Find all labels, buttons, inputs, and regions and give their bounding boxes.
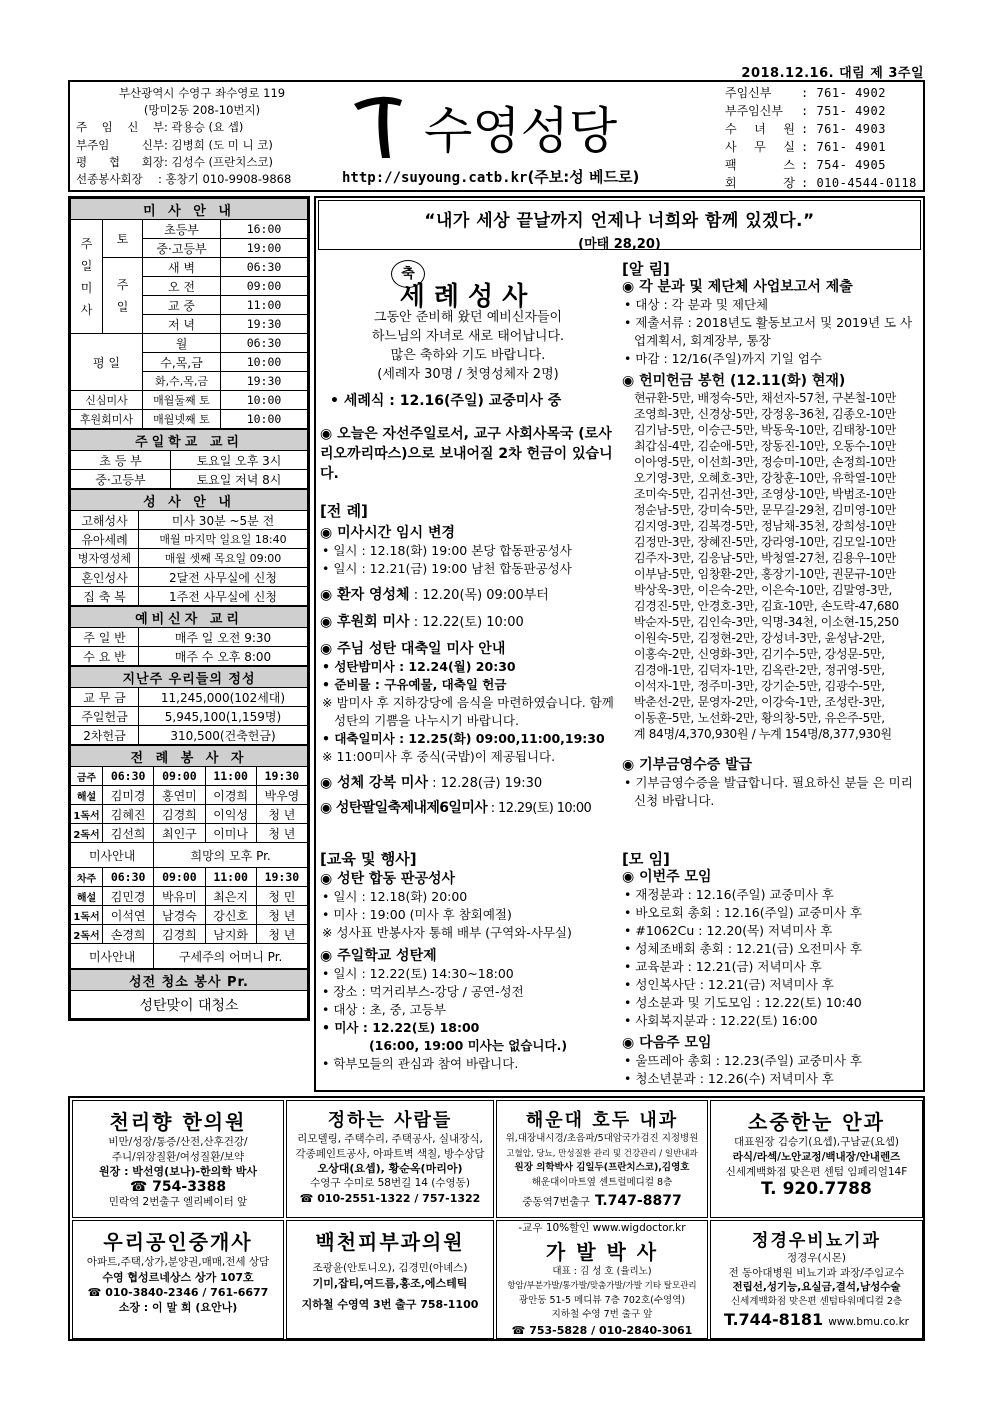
liturgy-servers-table: 전 례 봉 사 자 금주 06:30 09:00 11:00 19:30 해설 김미경 홍연미 이경희 박우영 1독서 김혜진 김경희 이익성 청 년 2독서 김선희 최인구 이미나 청 년 미사안내 희망의 모후 Pr. 차주 06:30 09:00 11:00 19:30 해설 김민경 박유미 최은지 청 민 1독서 이석연 남경숙 강신호 청 년 2독서 손경희 김경희 남지화 청 년 미사안내 구세주의 어머니 Pr. [70,745,308,969]
donor-list: 현규환-5만, 배정숙-5만, 채선자-57천, 구본철-10만 조영희-3만, 신경상-5만, 강정옹-36천, 김종오-10만 김기남-5만, 이승근-5만, 박동욱-10만, 김태창-10만 최갑심-4만, 김순애-5만, 장동진-10만, 오동수-10만 이아영-5만, 이선희-3만, 정승미-10만, 손정희-10만 오기영-3만, 오혜호-3만, 강창훈-10만, 유학열-10만 조미숙-5만, 김귀선-3만, 조영상-10만, 박범조-10만 정순남-5만, 강미숙-5만, 문무길-29천, 김미영-10만 김지영-3만, 김복경-5만, 정남채-35천, 강희성-10만 김정만-3만, 장혜진-5만, 강라영-10만, 김모일-10만 김주자-3만, 김응남-5만, 박청열-27천, 김용우-10만 이부남-5만, 임창환-2만, 홍장기-10만, 권문규-10만 박상욱-3만, 이은숙-2만, 이은숙-10만, 김말영-3만, 김경진-5만, 안경호-3만, 김효-10만, 손도락-47,680 박순자-5만, 김인숙-3만, 익명-34천, 이소현-15,250 이원숙-5만, 김정현-2만, 강성녀-3만, 윤성남-2만, 이홍숙-2만, 신영화-3만, 김기수-5만, 강성문-5만, 김경애-1만, 김덕자-1만, 김옥란-2만, 정귀영-5만, 이석자-1만, 정주미-3만, 강기순-5만, 김광수-5만, 박춘선-2만, 문영자-2만, 이강숙-1만, 조성란-3만, 이동훈-5만, 노선화-2만, 황의창-5만, 유은주-5만, 계 84명/4,370,930원 / 누계 154명/8,377,930원 [634,390,922,742]
contact-row: 사 무 실 : 761- 4901 [725,140,886,154]
schedule-column [68,196,310,1021]
address-line1: 부산광역시 수영구 좌수영로 119 [118,86,286,100]
left-notices: 축 세례성사 그동안 준비해 왔던 예비신자들이 하느님의 자녀로 새로 태어납니다. 많은 축하와 기도 바랍니다. (세례자 30명 / 첫영성체자 2명) • 세례식 : 12.16(주일) 교중미사 중 ◉ 오늘은 자선주일로서, 교구 사회사목국 (로사리오까리따스)으로 보내어질 2차 헌금이 있습니다. [전 례] ◉ 미사시간 임시 변경 • 일시 : 12.18(화) 19:00 본당 합동판공성사 • 일시 : 12.21(금) 19:00 남천 합동판공성사 ◉ 환자 영성체 : 12.20(목) 09:00부터 ◉ 후원회 미사 : 12.22(토) 10:00 ◉ 주님 성탄 대축일 미사 안내 • 성탄밤미사 : 12.24(월) 20:30 • 준비물 : 구유예물, 대축일 헌금 ※ 밤미사 후 지하강당에 음식을 마련하였습니다. 함께 성탄의 기쁨을 나누시기 바랍니다. • 대축일미사 : 12.25(화) 09:00,11:00,19:30 ※ 11:00미사 후 중식(국밥)이 제공됩니다. ◉ 성체 강복 미사 : 12.28(금) 19:30 ◉ 성탄팔일축제내제6일미사 : 12.29(토) 10:00 [320,260,616,818]
ad-dermatology[interactable]: 백천피부과의원 조광윤(안토니오), 김경민(아녜스) 기미,잡티,여드름,홍조,에스테틱 지하철 수영역 3번 출구 758-1100 [286,1220,494,1339]
meetings: [모 임] ◉ 이번주 모임 • 재정분과 : 12.16(주일) 교중미사 후 • 바오로회 총회 : 12.16(주일) 교중미사 후 • #1062Cu : 12.20(목) 저녁미사 후 • 성체조배회 총회 : 12.21(금) 오전미사 후 • 교육분과 : 12.21(금) 저녁미사 후 • 성인복사단 : 12.21(금) 저녁미사 후 • 성소분과 및 기도모임 : 12.22(토) 10:40 • 사회복지분과 : 12.22(토) 16:00 ◉ 다음주 모임 • 울뜨레아 총회 : 12.23(주일) 교중미사 후 • 청소년분과 : 12.26(수) 저녁미사 후 [622,850,862,1086]
contact-row: 팩 스 : 754- 4905 [725,158,886,172]
contact-row: 회 장 : 010-4544-0118 [725,176,917,190]
notices-column [314,196,925,1092]
scripture-quote [318,200,921,250]
donation-total: 계 84명/4,370,930원 / 누계 154명/8,377,930원 [634,727,892,741]
quote-reference: (마태 28,20) [578,237,661,252]
staff-row: 평 협 회장 : 김성수 (프란치스코) [76,154,274,169]
ad-eye-clinic[interactable]: 소중한눈 안과 대표원장 김승기(요셉),구남균(요셉) 라식/라섹/노안교정/백내장/안내렌즈 신세계백화점 맞은편 센텀 임페리얼14F T. 920.7788 [710,1100,923,1218]
staff-row: 선종봉사회장 : 홍창기 010-9908-9868 [76,172,292,187]
ad-wig-shop[interactable]: -교우 10%할인 www.wigdoctor.kr 가 발 박 사 대표 : 김 성 호 (율리노) 항암/부분가발/통가발/맞춤가발/가발 기타 탈모관리 광안동 51-5 메디뷰 7층 702호(수영역) 지하철 수영 7번 출구 앞 ☎ 753-5828 / 010-2840-3061 [496,1220,708,1339]
ad-interior[interactable]: 정하는 사람들 리모델링, 주택수리, 주택공사, 실내장식, 각종페인트공사, 아파트벽 색칠, 방수상담 오상대(요셉), 황순옥(마리아) 수영구 수미로 58번길 14 (수영동) ☎ 010-2551-1322 / 757-1322 [286,1100,494,1218]
contact-list [725,84,925,192]
liturgy-heading: [전 례] [320,502,368,520]
ad-internal-medicine[interactable]: 해운대 호두 내과 위,대장내시경/초음파/5대암국가검진 지정병원 고혈압, 당뇨, 만성질환 관리 및 건강관리 / 일반내과 원장 의학박사 김일두(프란치스코),김영호 해운대이마트옆 센트럴메디컬 8층 중동역7번출구 T.747-8877 [496,1100,708,1218]
parish-info [76,85,328,188]
quote-text: “내가 세상 끝날까지 언제나 너희와 함께 있겠다.” [424,211,815,231]
ad-realtor[interactable]: 우리공인중개사 아파트,주택,상가,분양권,매매,전세 상담 수영 협성르네상스 상가 107호 ☎ 010-3840-2346 / 761-6677 소장 : 이 말 희 (요안나) [72,1220,284,1339]
catechumen-table: 예비신자 교리 주 일 반 매주 일 오전 9:30 수 요 반 매주 수 오후 8:00 [70,606,308,666]
charity-sunday-note: ◉ 오늘은 자선주일로서, 교구 사회사목국 (로사리오까리따스)으로 보내어질 2차 헌금이 있습니다. [320,426,613,482]
notices-heading: [알 림] [622,260,670,278]
website[interactable] [342,166,639,187]
sunday-mass-label: 주 일 미 사 [71,220,103,334]
weekday-label: 평 일 [71,334,143,391]
baptism-title: 세례성사 [399,282,537,312]
staff-row: 부주임 신부 : 김병희 (도 미 니 코) [76,137,273,152]
sunday-label: 주 일 [103,258,143,334]
contact-row: 부주임신부 : 751- 4902 [725,104,886,118]
staff-row: 주 임 신 부 : 곽용승 (요 셉) [76,120,244,135]
contact-row: 주임신부 : 761- 4902 [725,86,886,100]
ad-oriental-clinic[interactable]: 천리향 한의원 비만/성장/통증/산전,산후건강/ 주니/위장질환/여성질환/보약 원장 : 박선영(보나)-한의학 박사 ☎ 754-3388 민락역 2번출구 엘리베이터 앞 [72,1100,284,1218]
sacraments-table: 성 사 안 내 고해성사 미사 30분 ~5분 전 유아세례 매월 마지막 일요일 18:40 병자영성체 매월 셋째 목요일 09:00 혼인성사 2달전 사무실에 신청 집 축 복 1주전 사무실에 신청 [70,489,308,606]
parish-logo [340,86,710,166]
ad-urology[interactable]: 정경우비뇨기과 정경우(시몬) 전 동아대병원 비뇨기과 과장/주임교수 전립선,성기능,요실금,결석,남성수술 신세계백화점 맞은편 센텀타워메디컬 2층 T.744-8181 www.bmu.co.kr [710,1220,923,1339]
masthead [68,80,925,192]
mass-section-title: 미 사 안 내 [71,199,308,220]
education-events: [교육 및 행사] ◉ 성탄 합동 판공성사 • 일시 : 12.18(화) 20:00 • 미사 : 19:00 (미사 후 참회예절) ※ 성사표 반봉사자 통해 배부 (구역와-사무실) ◉ 주일학교 성탄제 • 일시 : 12.22(토) 14:30~18:00 • 장소 : 먹거리부스-강당 / 공연-성전 • 대상 : 초, 중, 고등부 • 미사 : 12.22(토) 18:00 (16:00, 19:00 미사는 없습니다.) • 학부모들의 관심과 참여 바랍니다. [320,850,572,1071]
baptism-date: • 세례식 : 12.16(주일) 교중미사 중 [330,393,562,409]
website-url[interactable]: http://suyoung.catb.kr [342,170,528,186]
baptism-text: 그동안 준비해 왔던 예비신자들이 하느님의 자녀로 새로 태어납니다. 많은 축하와 기도 바랍니다. (세례자 30명 / 첫영성체자 2명) [371,310,565,382]
sunday-school-table: 주일학교 교리 초 등 부 토요일 오후 3시 중·고등부 토요일 저녁 8시 [70,429,308,489]
celebration-badge: 축 [391,260,425,288]
saturday-label: 토 [103,220,143,258]
advertisement-grid [68,1096,925,1341]
cleaning-table: 성전 청소 봉사 Pr. 성탄맞이 대청소 [70,969,308,1019]
issue-date: 2018.12.16. 대림 제 3주일 [741,66,924,81]
contact-row: 수 녀 원 : 761- 4903 [725,122,886,136]
svg-text:수영성당: 수영성당 [424,102,618,160]
address-line2: (망미2동 208-10번지) [143,103,261,118]
offerings-table: 지난주 우리들의 정성 교 무 금 11,245,000(102세대) 주일헌금 5,945,100(1,159명) 2차헌금 310,500(건축헌금) [70,666,308,745]
cross-logo-icon [340,86,710,166]
patron-saint: (주보:성 베드로) [527,168,640,186]
mass-schedule-table: 미 사 안 내 주 일 미 사 토 초등부 16:00 중·고등부 19:00 주 일 새 벽 06:30 오 전 09:00 교 중 11:00 저 녁 19:30 평 일 월 06:30 수,목,금 10:00 화,수,목,금 19:30 신심미사 매월둘째 토 10:00 후원회미사 매월넷째 토 10:00 [70,198,308,429]
right-notices: [알 림] ◉ 각 분과 및 제단체 사업보고서 제출 • 대상 : 각 분과 및 제단체 • 제출서류 : 2018년도 활동보고서 및 2019년 도 사업계획서, 회계장부, 통장 • 마감 : 12/16(주일)까지 기일 엄수 ◉ 헌미헌금 봉헌 (12.11(화) 현재) 현규환-5만, 배정숙-5만, 채선자-57천, 구본철-10만 조영희-3만, 신경상-5만, 강정옹-36천, 김종오-10만 김기남-5만, 이승근-5만, 박동욱-10만, 김태창-10만 최갑심-4만, 김순애-5만, 장동진-10만, 오동수-10만 이아영-5만, 이선희-3만, 정승미-10만, 손정희-10만 오기영-3만, 오혜호-3만, 강창훈-10만, 유학열-10만 조미숙-5만, 김귀선-3만, 조영상-10만, 박범조-10만 정순남-5만, 강미숙-5만, 문무길-29천, 김미영-10만 김지영-3만, 김복경-5만, 정남채-35천, 강희성-10만 김정만-3만, 장혜진-5만, 강라영-10만, 김모일-10만 김주자-3만, 김응남-5만, 박청열-27천, 김용우-10만 이부남-5만, 임창환-2만, 홍장기-10만, 권문규-10만 박상욱-3만, 이은숙-2만, 이은숙-10만, 김말영-3만, 김경진-5만, 안경호-3만, 김효-10만, 손도락-47,680 박순자-5만, 김인숙-3만, 익명-34천, 이소현-15,250 이원숙-5만, 김정현-2만, 강성녀-3만, 윤성남-2만, 이홍숙-2만, 신영화-3만, 김기수-5만, 강성문-5만, 김경애-1만, 김덕자-1만, 김옥란-2만, 정귀영-5만, 이석자-1만, 정주미-3만, 강기순-5만, 김광수-5만, 박춘선-2만, 문영자-2만, 이강숙-1만, 조성란-3만, 이동훈-5만, 노선화-2만, 황의창-5만, 유은주-5만, 계 84명/4,370,930원 / 누계 154명/8,377,930원 ◉ 기부금영수증 발급 • 기부금영수증을 발급합니다. 필요하신 분들 은 미리 신청 바랍니다. [622,260,922,810]
